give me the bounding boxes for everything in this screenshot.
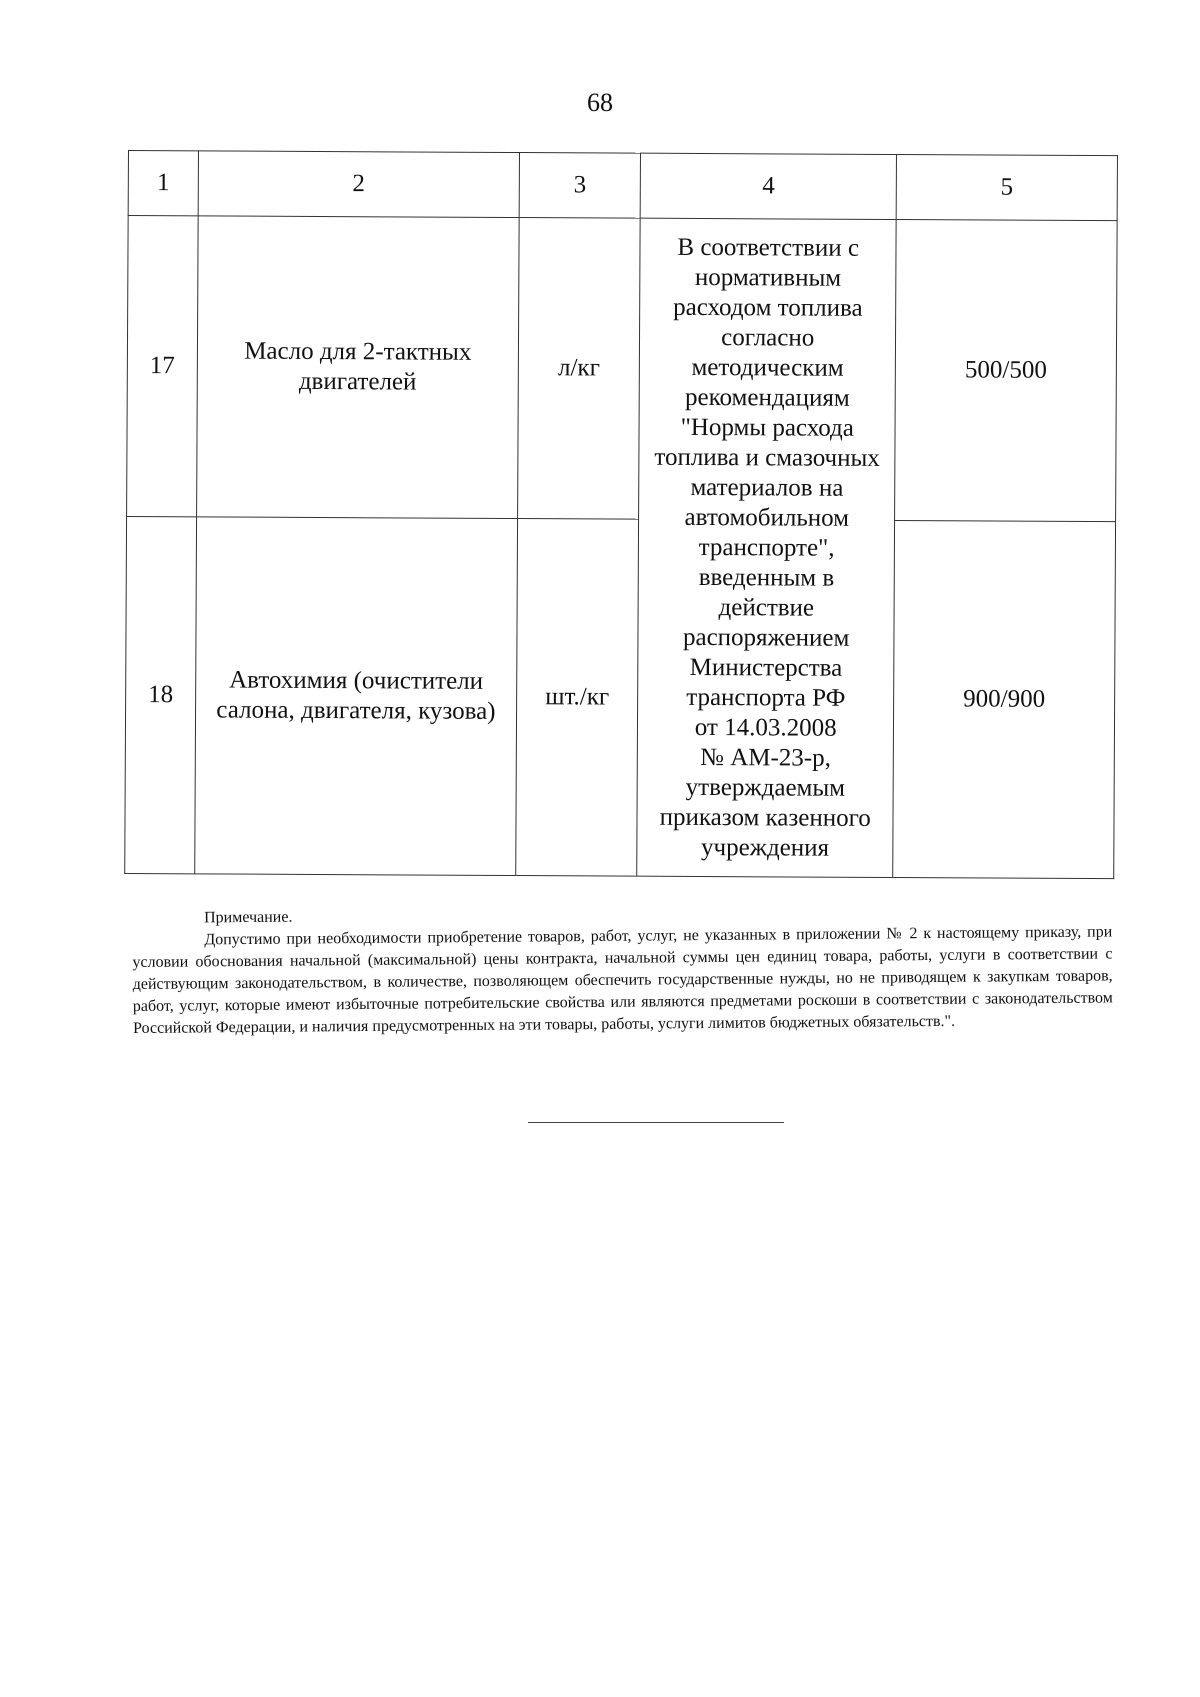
basis-line: приказом казенного — [659, 803, 871, 832]
limits-table — [124, 150, 1118, 879]
basis-line: топлива и смазочных — [654, 443, 880, 472]
basis-line: рекомендациям — [685, 383, 850, 412]
basis-line: "Нормы расхода — [680, 413, 854, 442]
basis-line: материалов на — [690, 473, 844, 502]
basis-line: учреждения — [700, 833, 830, 862]
item-limit: 500/500 — [895, 220, 1118, 522]
basis-line: Министерства — [689, 653, 843, 682]
item-name: Масло для 2-тактных двигателей — [197, 216, 519, 519]
header-cell-4: 4 — [641, 153, 897, 219]
item-limit: 900/900 — [893, 521, 1116, 879]
basis-line: действие — [718, 593, 815, 622]
basis-line: методическим — [691, 353, 844, 382]
table-header-row — [128, 151, 1117, 221]
header-cell-1: 1 — [128, 151, 198, 216]
row-number: 17 — [127, 216, 199, 517]
basis-line: согласно — [721, 323, 815, 352]
basis-line: введенным в — [698, 563, 835, 592]
basis-line: транспорта РФ — [686, 683, 846, 712]
note-block — [132, 899, 1113, 1040]
table-row — [127, 216, 1118, 522]
basis-line: транспорте", — [698, 533, 835, 562]
table-row — [125, 516, 1116, 878]
header-cell-3: 3 — [519, 153, 641, 219]
basis-line: № АМ-23-р, — [700, 743, 832, 772]
basis-line: нормативным — [694, 263, 842, 292]
basis-cell — [637, 218, 896, 877]
item-name: Автохимия (очистители салона, двигателя, кузова) — [195, 517, 518, 876]
page-number: 68 — [587, 88, 613, 117]
end-divider — [528, 1122, 784, 1123]
basis-line: распоряжением — [682, 623, 850, 652]
header-cell-5: 5 — [896, 155, 1117, 221]
item-unit: шт./кг — [516, 519, 639, 877]
basis-line: от 14.03.2008 — [694, 713, 837, 742]
basis-line: автомобильном — [684, 503, 850, 532]
note-title: Примечание. — [204, 908, 293, 927]
basis-line: В соответствии с — [677, 233, 860, 262]
header-cell-2: 2 — [198, 151, 519, 218]
row-number: 18 — [125, 516, 197, 873]
note-body: Допустимо при необходимости приобретение товаров, работ, услуг, не указанных в приложении № 2 к настоящему приказу, при условии обоснования начальной (максимальной) цены контракта, начальной суммы цен единиц товара, работы, услуги в соответствии с действующим законодательством, в количестве, позволяющем обеспечить государственные нужды, но не приводящем к закупкам товаров, работ, услуг, которые имеют избыточные потребительские свойства или являются предметами роскоши в соответствии с законодательством Российской Федерации, и наличия предусмотренных на эти товары, работы, услуги лимитов бюджетных обязательств.". — [132, 923, 1113, 1037]
item-unit: л/кг — [517, 218, 640, 520]
basis-line: расходом топлива — [673, 293, 863, 322]
basis-line: утверждаемым — [685, 773, 846, 802]
